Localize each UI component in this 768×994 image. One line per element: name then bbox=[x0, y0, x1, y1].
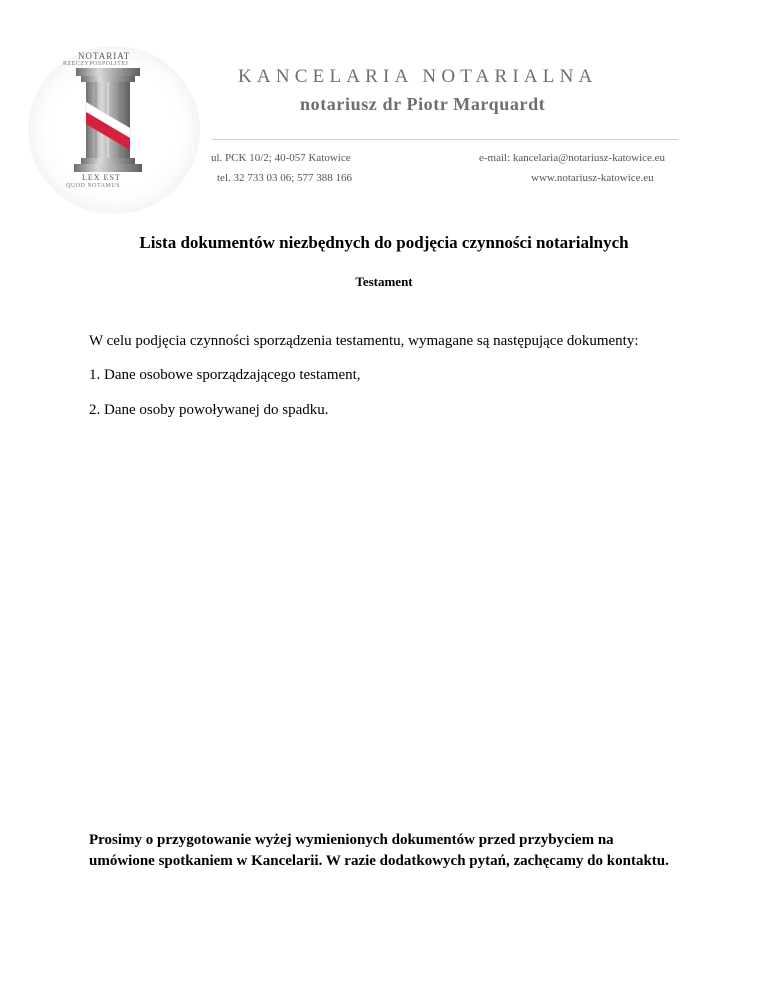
notary-name: notariusz dr Piotr Marquardt bbox=[300, 94, 546, 114]
list-item: 2. Dane osoby powoływanej do spadku. bbox=[89, 402, 329, 418]
intro-paragraph: W celu podjęcia czynności sporządzenia testamentu, wymagane są następujące dokumenty: bbox=[89, 333, 639, 349]
list-item: 1. Dane osobowe sporządzającego testament, bbox=[89, 367, 361, 383]
header-divider bbox=[212, 139, 678, 140]
email-text: e-mail: kancelaria@notariusz-katowice.eu bbox=[479, 152, 666, 164]
logo-bottom-subtext: QUOD NOTAMUS bbox=[66, 183, 121, 189]
logo-bottom-text: LEX EST bbox=[82, 173, 121, 182]
logo-top-text: NOTARIAT bbox=[78, 51, 131, 61]
office-title: KANCELARIA NOTARIALNA bbox=[238, 66, 598, 87]
document-title: Lista dokumentów niezbędnych do podjęcia czynności notarialnych bbox=[139, 233, 629, 252]
address-text: ul. PCK 10/2; 40-057 Katowice bbox=[211, 152, 351, 164]
closing-paragraph: Prosimy o przygotowanie wyżej wymienionych dokumentów przed przybyciem na umówione spotkaniem w Kancelarii. W razie dodatkowych pytań, zachęcamy do kontaktu. bbox=[89, 832, 669, 869]
logo-top-subtext: RZECZYPOSPOLITEJ bbox=[63, 61, 129, 67]
website-text: www.notariusz-katowice.eu bbox=[531, 172, 654, 184]
document-subtitle: Testament bbox=[355, 274, 413, 289]
phone-text: tel. 32 733 03 06; 577 388 166 bbox=[217, 172, 353, 184]
